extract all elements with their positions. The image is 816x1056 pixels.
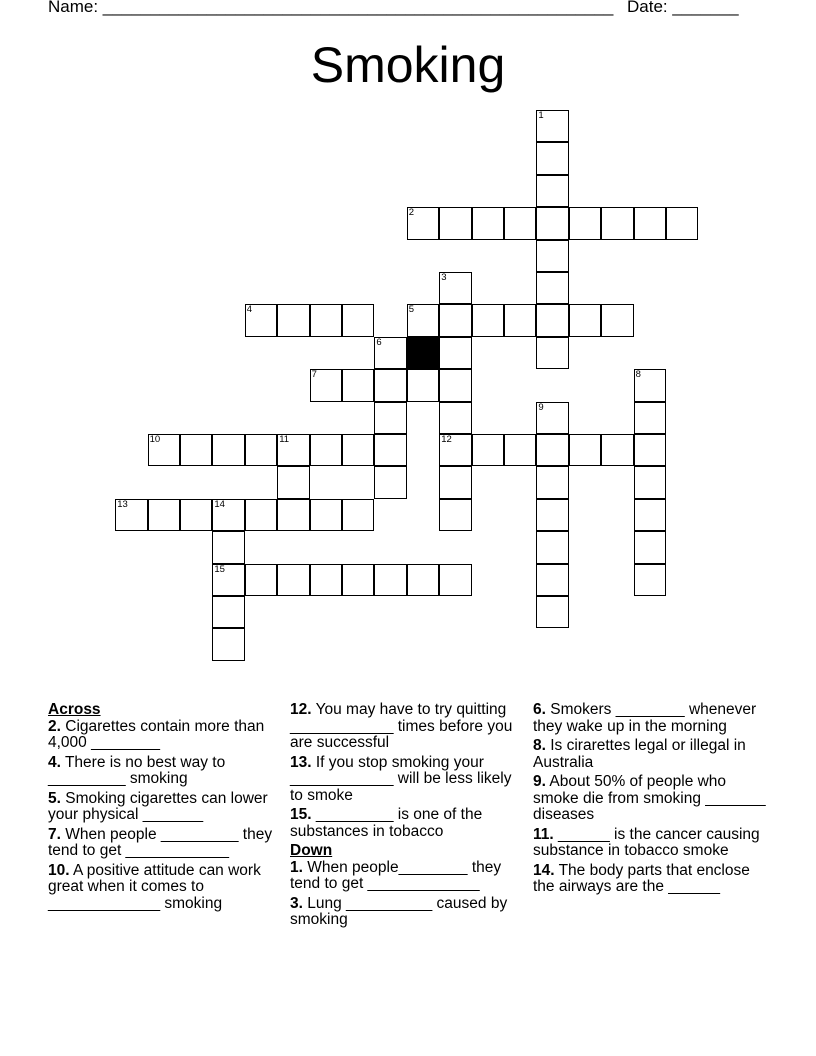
clue xyxy=(533,827,768,860)
crossword-cell[interactable] xyxy=(536,110,568,142)
clue-text: ______ is the cancer causing substance in tobacco smoke xyxy=(533,825,760,859)
clue-text: When people _________ they tend to get ____________ xyxy=(48,825,273,859)
crossword-cell[interactable] xyxy=(148,499,180,531)
clue-number: 5 xyxy=(408,304,415,316)
clues-column-1 xyxy=(48,702,273,915)
down-clue-list-continued xyxy=(533,702,768,896)
crossword-cell[interactable] xyxy=(342,499,374,531)
clue xyxy=(290,807,515,840)
clue-number-label: 5. xyxy=(48,789,61,807)
crossword-cell[interactable] xyxy=(245,499,277,531)
clue-text: If you stop smoking your ____________ will be less likely to smoke xyxy=(290,753,512,804)
clue xyxy=(533,738,768,771)
crossword-cell[interactable] xyxy=(666,207,698,239)
clue-number: 10 xyxy=(149,434,161,445)
clue-number: 13 xyxy=(117,498,128,510)
crossword-cell[interactable] xyxy=(180,499,212,531)
clue xyxy=(290,755,515,805)
crossword-cell[interactable] xyxy=(277,499,309,531)
clue xyxy=(533,774,768,824)
crossword-cell[interactable] xyxy=(569,304,601,336)
name-field-label: Name: ______________________________________________________ xyxy=(48,0,614,16)
clue-number-label: 9. xyxy=(533,773,546,790)
clue-number-label: 11. xyxy=(533,825,554,843)
clue-text: There is no best way to _________ smoking xyxy=(48,753,226,787)
across-clue-list-continued xyxy=(290,702,515,840)
crossword-cell[interactable] xyxy=(536,337,568,369)
crossword-cell[interactable] xyxy=(439,207,471,239)
crossword-cell[interactable] xyxy=(472,304,504,336)
crossword-cell[interactable] xyxy=(601,207,633,239)
crossword-cell[interactable] xyxy=(439,499,471,531)
crossword-cell[interactable] xyxy=(634,434,666,466)
clue-number-label: 4. xyxy=(48,753,61,771)
crossword-cell[interactable] xyxy=(504,304,536,336)
crossword-cell[interactable] xyxy=(374,564,406,596)
clue-number: 11 xyxy=(279,434,290,445)
crossword-cell[interactable] xyxy=(342,434,374,466)
crossword-cell[interactable] xyxy=(634,369,666,401)
clue-text: You may have to try quitting ____________ times before you are successful xyxy=(290,701,513,751)
clue xyxy=(48,791,273,824)
clue-number-label: 8. xyxy=(533,737,546,754)
crossword-cell[interactable] xyxy=(407,304,439,336)
crossword-cell[interactable] xyxy=(212,499,244,531)
clue xyxy=(290,702,515,752)
black-square xyxy=(407,337,439,369)
crossword-cell[interactable] xyxy=(536,434,568,466)
crossword-cell[interactable] xyxy=(439,272,471,304)
crossword-cell[interactable] xyxy=(310,369,342,401)
crossword-cell[interactable] xyxy=(536,175,568,207)
clue-text: The body parts that enclose the airways are the ______ xyxy=(533,861,750,895)
clue xyxy=(290,896,515,929)
crossword-cell[interactable] xyxy=(310,499,342,531)
crossword-cell[interactable] xyxy=(634,207,666,239)
page-title: Smoking xyxy=(310,37,506,93)
crossword-cell[interactable] xyxy=(342,369,374,401)
crossword-cell[interactable] xyxy=(407,207,439,239)
clue-text: Lung __________ caused by smoking xyxy=(290,894,508,928)
crossword-cell[interactable] xyxy=(536,142,568,174)
crossword-cell[interactable] xyxy=(536,272,568,304)
down-heading: Down xyxy=(290,842,333,859)
crossword-cell[interactable] xyxy=(212,628,244,660)
clue xyxy=(533,702,768,735)
crossword-cell[interactable] xyxy=(634,564,666,596)
crossword-cell[interactable] xyxy=(634,531,666,563)
clue-number-label: 1. xyxy=(290,858,303,876)
clue xyxy=(533,863,768,896)
across-clue-list xyxy=(48,719,273,913)
crossword-cell[interactable] xyxy=(536,596,568,628)
crossword-cell[interactable] xyxy=(536,304,568,336)
clue-number-label: 3. xyxy=(290,894,303,912)
crossword-cell[interactable] xyxy=(439,337,471,369)
crossword-cell[interactable] xyxy=(374,466,406,498)
crossword-cell[interactable] xyxy=(536,466,568,498)
crossword-cell[interactable] xyxy=(180,434,212,466)
crossword-cell[interactable] xyxy=(634,499,666,531)
crossword-cell[interactable] xyxy=(342,304,374,336)
crossword-cell[interactable] xyxy=(439,466,471,498)
clues-column-2 xyxy=(290,702,515,932)
crossword-cell[interactable] xyxy=(536,207,568,239)
clue-text: Is cirarettes legal or illegal in Australia xyxy=(533,737,746,771)
clue-text: Smokers ________ whenever they wake up in the morning xyxy=(533,701,757,735)
crossword-cell[interactable] xyxy=(504,434,536,466)
crossword-cell[interactable] xyxy=(374,369,406,401)
clue-number: 15 xyxy=(214,563,225,575)
crossword-cell[interactable] xyxy=(536,564,568,596)
crossword-cell[interactable] xyxy=(472,207,504,239)
crossword-cell[interactable] xyxy=(472,434,504,466)
clue xyxy=(290,860,515,893)
clue-number: 14 xyxy=(214,498,225,510)
down-clue-list xyxy=(290,860,515,929)
crossword-cell[interactable] xyxy=(115,499,147,531)
crossword-cell[interactable] xyxy=(374,337,406,369)
clue-number-label: 2. xyxy=(48,717,61,735)
clue-number-label: 13. xyxy=(290,753,312,771)
clue xyxy=(48,827,273,860)
crossword-cell[interactable] xyxy=(569,207,601,239)
clue-number-label: 7. xyxy=(48,825,61,843)
clue-number: 6 xyxy=(376,336,382,348)
clue-text: _________ is one of the substances in tobacco xyxy=(290,806,483,840)
crossword-cell[interactable] xyxy=(310,304,342,336)
crossword-cell[interactable] xyxy=(374,402,406,434)
crossword-cell[interactable] xyxy=(277,434,309,466)
crossword-cell[interactable] xyxy=(634,402,666,434)
crossword-cell[interactable] xyxy=(439,369,471,401)
clue-number: 4 xyxy=(246,304,253,316)
crossword-cell[interactable] xyxy=(245,564,277,596)
crossword-cell[interactable] xyxy=(569,434,601,466)
crossword-cell[interactable] xyxy=(374,434,406,466)
crossword-cell[interactable] xyxy=(245,304,277,336)
clue-number: 7 xyxy=(311,369,317,381)
crossword-cell[interactable] xyxy=(439,434,471,466)
crossword-cell[interactable] xyxy=(407,369,439,401)
clue xyxy=(48,755,273,788)
clues-column-3 xyxy=(533,702,768,899)
crossword-cell[interactable] xyxy=(601,434,633,466)
crossword-cell[interactable] xyxy=(536,402,568,434)
crossword-cell[interactable] xyxy=(310,564,342,596)
clue-number: 3 xyxy=(441,272,447,283)
crossword-cell[interactable] xyxy=(212,596,244,628)
crossword-cell[interactable] xyxy=(212,434,244,466)
crossword-cell[interactable] xyxy=(310,434,342,466)
crossword-cell[interactable] xyxy=(601,304,633,336)
crossword-cell[interactable] xyxy=(536,499,568,531)
crossword-cell[interactable] xyxy=(342,564,374,596)
crossword-cell[interactable] xyxy=(536,531,568,563)
clue xyxy=(48,719,273,752)
clue-number: 8 xyxy=(635,369,641,381)
crossword-cell[interactable] xyxy=(407,564,439,596)
across-heading: Across xyxy=(48,701,101,718)
crossword-cell[interactable] xyxy=(536,240,568,272)
crossword-cell[interactable] xyxy=(148,434,180,466)
clue-number-label: 6. xyxy=(533,701,546,718)
crossword-cell[interactable] xyxy=(439,402,471,434)
clue-number: 2 xyxy=(408,207,415,219)
crossword-cell[interactable] xyxy=(245,434,277,466)
crossword-cell[interactable] xyxy=(634,466,666,498)
clue-number: 12 xyxy=(441,434,452,445)
crossword-cell[interactable] xyxy=(212,531,244,563)
date-field-label: Date: _______ xyxy=(627,0,739,16)
clue-text: About 50% of people who smoke die from smoking _______ diseases xyxy=(533,773,766,823)
crossword-cell[interactable] xyxy=(504,207,536,239)
crossword-cell[interactable] xyxy=(212,564,244,596)
clue-text: A positive attitude can work great when it comes to _____________ smoking xyxy=(48,861,261,912)
crossword-cell[interactable] xyxy=(439,564,471,596)
clue xyxy=(48,863,273,913)
crossword-cell[interactable] xyxy=(277,564,309,596)
clue-number-label: 10. xyxy=(48,861,70,879)
clue-text: When people________ they tend to get _____________ xyxy=(290,858,502,892)
crossword-cell[interactable] xyxy=(277,466,309,498)
clue-number-label: 12. xyxy=(290,701,312,718)
crossword-cell[interactable] xyxy=(277,304,309,336)
clue-number-label: 14. xyxy=(533,861,555,879)
clue-number: 1 xyxy=(538,110,544,121)
crossword-cell[interactable] xyxy=(439,304,471,336)
clue-text: Cigarettes contain more than 4,000 ________ xyxy=(48,717,265,751)
clue-number-label: 15. xyxy=(290,806,312,823)
clue-number: 9 xyxy=(538,401,544,413)
clue-text: Smoking cigarettes can lower your physical _______ xyxy=(48,789,268,823)
